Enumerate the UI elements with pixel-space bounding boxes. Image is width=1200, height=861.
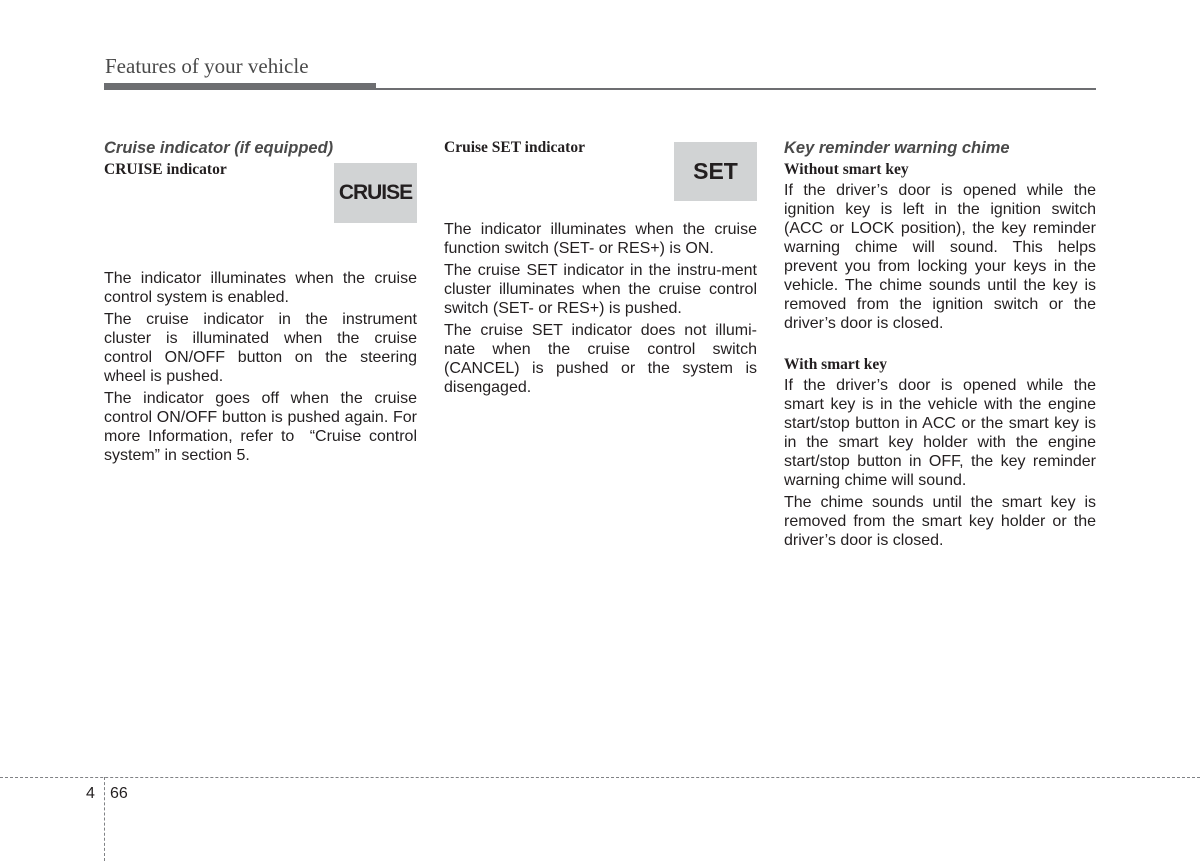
- subtitle-with-smart-key: With smart key: [784, 356, 888, 373]
- chapter-number: 4: [86, 785, 95, 802]
- paragraph: The cruise SET indicator does not illumi-nate when the cruise control switch (CANCEL) is pushed or the system is disengaged.: [444, 322, 757, 396]
- subtitle-without-smart-key: Without smart key: [784, 161, 909, 178]
- section-title-cruise: Cruise indicator (if equipped): [104, 139, 334, 157]
- paragraph: The indicator goes off when the cruise control ON/OFF button is pushed again. For more Information, refer to “Cruise control system” in section 5.: [104, 390, 417, 464]
- paragraph: The indicator illuminates when the cruise control system is enabled.: [104, 270, 417, 306]
- column-cruise-indicator: [104, 137, 417, 468]
- footer-dashed-rule: [0, 777, 1200, 778]
- paragraph: The indicator illuminates when the cruise function switch (SET- or RES+) is ON.: [444, 221, 757, 257]
- set-indicator-icon: SET: [674, 142, 757, 201]
- paragraph: The cruise SET indicator in the instru-ment cluster illuminates when the cruise control switch (SET- or RES+) is pushed.: [444, 262, 757, 317]
- cruise-indicator-icon: CRUISE: [334, 163, 417, 223]
- header-title: Features of your vehicle: [105, 54, 309, 78]
- page-number: 66: [110, 785, 128, 802]
- section-title-key-reminder: Key reminder warning chime: [784, 139, 1010, 157]
- column-cruise-set-indicator: [444, 137, 757, 400]
- subtitle-cruise-indicator: CRUISE indicator: [104, 161, 227, 178]
- paragraph: The chime sounds until the smart key is removed from the smart key holder or the driver’s door is closed.: [784, 494, 1096, 549]
- footer-vertical-dashed-rule: [104, 777, 105, 861]
- spacer: [784, 336, 1096, 354]
- paragraph: If the driver’s door is opened while the smart key is in the vehicle with the engine start/stop button in ACC or the smart key is in the smart key holder with the engine start/stop button in OFF, the key reminder warning chime will sound.: [784, 377, 1096, 489]
- subtitle-cruise-set-indicator: Cruise SET indicator: [444, 139, 585, 156]
- paragraph: If the driver’s door is opened while the ignition key is left in the ignition switch (ACC or LOCK position), the key reminder warning chime will sound. This helps prevent you from locking your keys in the vehicle. The chime sounds until the key is removed from the ignition switch or the driver’s door is closed.: [784, 182, 1096, 332]
- paragraph: The cruise indicator in the instrument cluster is illuminated when the cruise control ON/OFF button on the steering wheel is pushed.: [104, 311, 417, 385]
- column-key-reminder: [784, 137, 1096, 553]
- header-rule-thin: [104, 88, 1096, 90]
